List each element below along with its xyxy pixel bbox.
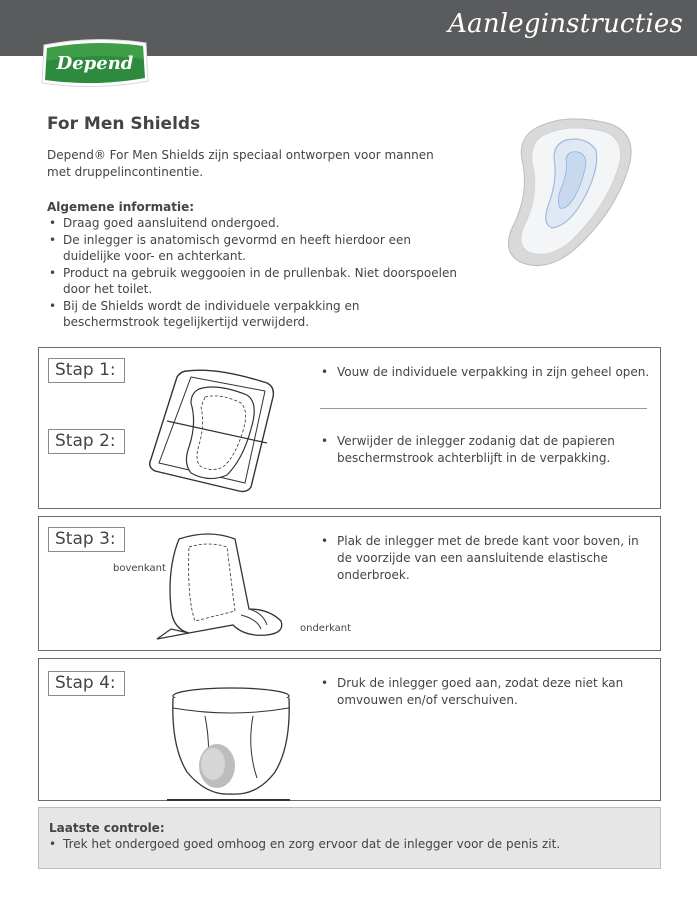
package-illustration	[147, 363, 287, 495]
step-divider	[320, 408, 647, 409]
product-title: For Men Shields	[47, 114, 201, 134]
shield-placement-illustration	[149, 529, 299, 641]
info-bullet: • De inlegger is anatomisch gevormd en heeft hierdoor een duidelijke voor- en achterkant.	[47, 232, 457, 265]
step-3-text: • Plak de inlegger met de brede kant voor boven, in de voorzijde van een aansluitende elastische onderbroek.	[319, 533, 657, 584]
info-bullet: • Product na gebruik weggooien in de prullenbak. Niet doorspoelen door het toilet.	[47, 265, 457, 298]
page-title: Aanleginstructies	[448, 9, 683, 39]
shield-product-image	[496, 110, 646, 275]
step-2-label: Stap 2:	[48, 429, 125, 454]
info-title: Algemene informatie:	[47, 200, 195, 214]
label-onderkant: onderkant	[300, 623, 352, 634]
info-bullet: • Bij de Shields wordt de individuele verpakking en beschermstrook tegelijkertijd verwijderd.	[47, 298, 457, 331]
step-2-text: • Verwijder de inlegger zodanig dat de papieren beschermstrook achterblijft in de verpakking.	[319, 433, 657, 467]
step-1-text: • Vouw de individuele verpakking in zijn geheel open.	[319, 364, 667, 381]
step-box-4	[38, 658, 661, 801]
depend-logo	[38, 37, 152, 89]
final-check-text: • Trek het ondergoed goed omhoog en zorg ervoor dat de inlegger voor de penis zit.	[49, 837, 560, 851]
final-check-title: Laatste controle:	[49, 821, 165, 835]
product-intro: Depend® For Men Shields zijn speciaal ontworpen voor mannen met druppelincontinentie.	[47, 148, 434, 179]
info-list	[47, 215, 457, 331]
logo-text: Depend	[56, 53, 134, 74]
label-bovenkant: bovenkant	[113, 563, 166, 574]
step-4-label: Stap 4:	[48, 671, 125, 696]
step-4-text: • Druk de inlegger goed aan, zodat deze niet kan omvouwen en/of verschuiven.	[319, 675, 657, 709]
underwear-illustration	[167, 686, 295, 800]
info-bullet: • Draag goed aansluitend ondergoed.	[47, 215, 457, 232]
underline	[167, 799, 290, 801]
step-box-3	[38, 516, 661, 651]
step-1-label: Stap 1:	[48, 358, 125, 383]
step-3-label: Stap 3:	[48, 527, 125, 552]
step-box-1-2	[38, 347, 661, 509]
final-check-box	[38, 807, 661, 869]
